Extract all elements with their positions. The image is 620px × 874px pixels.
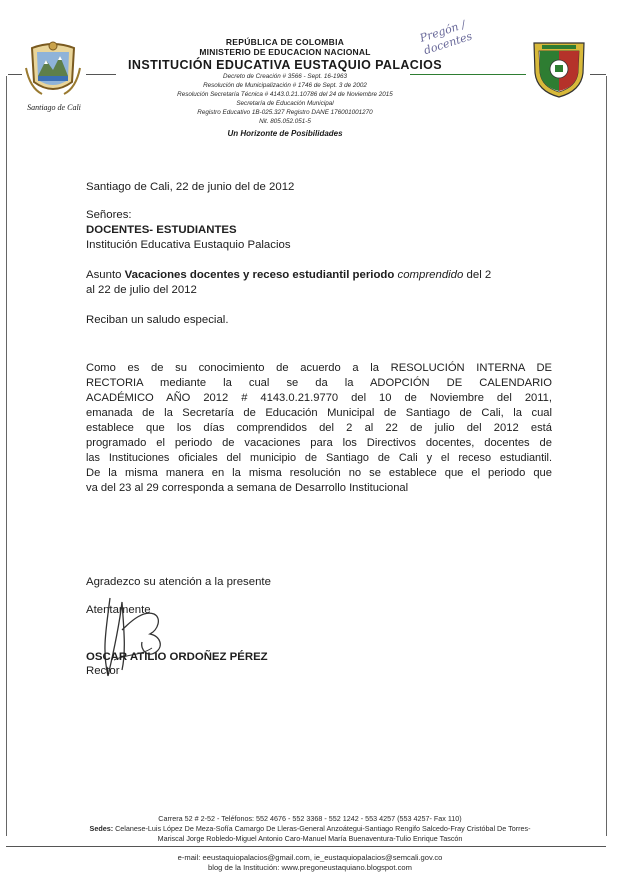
letter-subject [86, 268, 556, 282]
sedes-line1: Celanese-Luis López De Meza-Sofía Camargo De Lleras-General Anzoátegui-Santiago Rengifo Salcedo-Fray Cristóbal De Torres- [115, 824, 531, 833]
footer-sedes-line2: Mariscal Jorge Robledo-Miguel Antonio Caro-Manuel María Buenaventura-Tulio Enrique Tascón [157, 834, 463, 843]
letter-date: Santiago de Cali, 22 de junio del de 2012 [86, 181, 295, 193]
header-secretary: Secretaría de Educación Municipal [236, 100, 334, 107]
sedes-label: Sedes: [89, 824, 114, 833]
footer-email: e-mail: eeustaquiopalacios@gmail.com, ie_eustaquiopalacios@semcali.gov.co [177, 853, 443, 862]
letter-institution: Institución Educativa Eustaquio Palacios [86, 239, 291, 251]
body-line: las Instituciones oficiales del municipio de Santiago de Cali y el receso estudiantil. [86, 452, 552, 464]
signer-name: OSCAR ATILIO ORDOÑEZ PÉREZ [86, 651, 268, 663]
body-line: De la misma manera en la misma resolución no se establece que el periodo que [86, 467, 552, 479]
header-nit: Nit. 805.052.051-5 [259, 118, 311, 125]
city-label: Santiago de Cali [27, 103, 81, 112]
header-institution: INSTITUCIÓN EDUCATIVA EUSTAQUIO PALACIOS [128, 58, 442, 72]
left-margin-line [6, 76, 7, 836]
header-rule-far-right [590, 74, 606, 75]
letter-sign-off: Atentamente [86, 604, 151, 616]
header-registry: Registro Educativo 1B-025.327 Registro DANE 176001001270 [197, 109, 373, 116]
body-line: ACADÉMICO AÑO 2012 # 4143.0.21.9770 del 10 de Noviembre del 2011, [86, 392, 552, 404]
school-shield-logo [528, 37, 590, 99]
body-line: emanada de la Secretaría de Educación Municipal de Santiago de Cali, la cual [86, 407, 552, 419]
body-line: va del 23 al 29 corresponda a semana de Desarrollo Institucional [86, 482, 409, 494]
handwritten-note: Pregón / docentes [418, 17, 474, 58]
subject-bold: Vacaciones docentes y receso estudiantil periodo [124, 269, 395, 281]
letter-salutation: Señores: [86, 209, 132, 221]
letter-closing: Agradezco su atención a la presente [86, 576, 271, 588]
subject-italic: comprendido [397, 269, 464, 281]
right-margin-line [606, 76, 607, 836]
header-motto: Un Horizonte de Posibilidades [227, 129, 343, 138]
header-rule-left [8, 74, 22, 75]
body-line: RECTORIA mediante la cual se da la ADOPCIÓN DE CALENDARIO [86, 377, 552, 389]
city-coat-of-arms-logo [22, 38, 84, 100]
signer-title: Rector [86, 665, 120, 677]
header-rule-left-inner [86, 74, 116, 75]
header-rule-right [410, 74, 526, 75]
header-resolution-municipal: Resolución de Municipalización # 1746 de Sept. 3 de 2002 [203, 82, 367, 89]
header-ministry: MINISTERIO DE EDUCACION NACIONAL [199, 47, 371, 57]
subject-prefix: Asunto [86, 269, 122, 281]
letter-greeting: Reciban un saludo especial. [86, 314, 229, 326]
footer-sedes [20, 824, 600, 834]
letter-recipients: DOCENTES- ESTUDIANTES [86, 224, 237, 236]
letter-subject-line2: al 22 de julio del 2012 [86, 284, 197, 296]
header-republic: REPÚBLICA DE COLOMBIA [225, 37, 345, 47]
footer-rule [6, 846, 606, 847]
subject-rest: del 2 [466, 269, 492, 281]
footer-address: Carrera 52 # 2-52 - Teléfonos: 552 4676 - 552 3368 - 552 1242 - 553 4257 (553 4257- Fax 110) [158, 814, 462, 823]
header-resolution-secretary: Resolución Secretaría Técnica # 4143.0.21.10786 del 24 de Noviembre 2015 [177, 91, 393, 98]
header-decree: Decreto de Creación # 3566 - Sept. 16-1963 [223, 73, 347, 80]
body-line: Como es de su conocimiento de acuerdo a la RESOLUCIÓN INTERNA DE [86, 362, 552, 374]
footer-blog: blog de la Institución: www.pregoneustaquiano.blogspot.com [208, 863, 412, 872]
body-line: establece que los días comprendidos del 2 al 22 de julio del 2012 está [86, 422, 552, 434]
body-line: programado el periodo de vacaciones para los Directivos docentes, docentes de [86, 437, 552, 449]
